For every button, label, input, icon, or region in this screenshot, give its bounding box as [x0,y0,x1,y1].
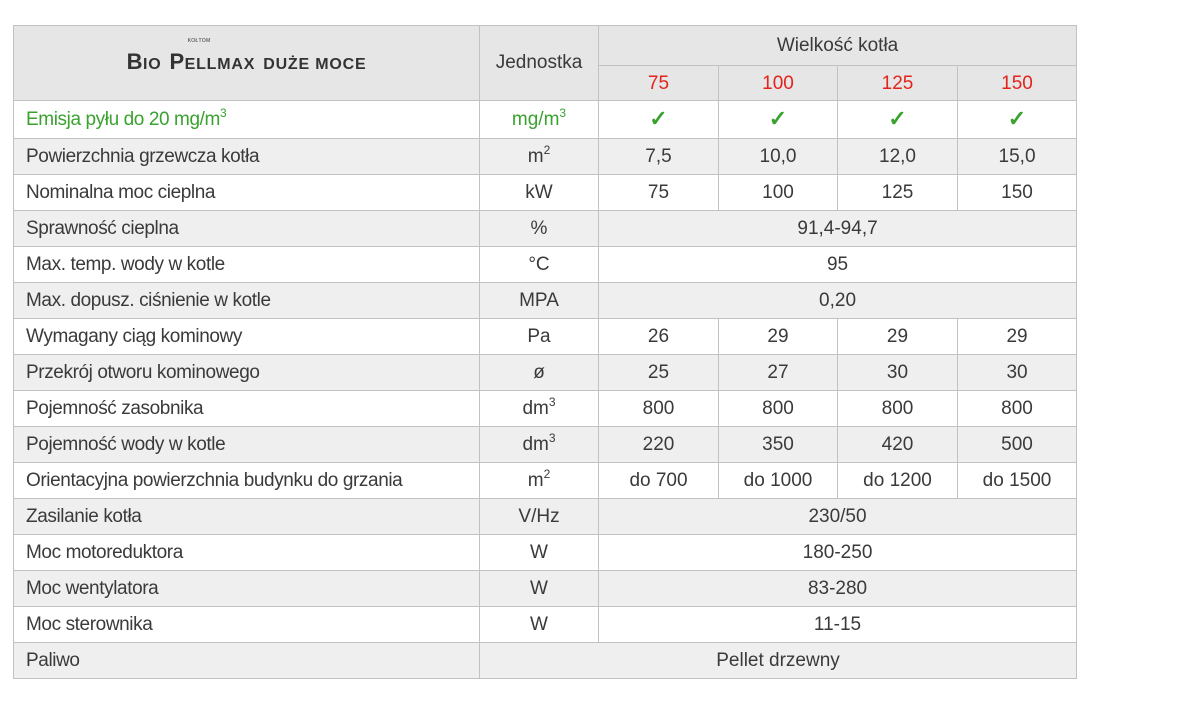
check-cell [958,101,1077,139]
table-row [14,283,1077,319]
row-label [14,571,480,607]
row-unit [480,283,599,319]
row-label [14,427,480,463]
row-label [14,101,480,139]
row-unit-text: W [530,578,548,599]
row-label-text: Przekrój otworu kominowego [26,362,260,383]
row-unit [480,355,599,391]
value-cell: do 1500 [958,463,1077,499]
shared-value-cell: 11-15 [599,607,1077,643]
row-label-text: Moc sterownika [26,614,153,635]
row-unit-text: Pa [527,326,551,347]
row-unit [480,101,599,139]
value-cell: do 700 [599,463,719,499]
brand-suffix: DUŻE MOCE [263,56,367,73]
row-label [14,319,480,355]
row-label [14,535,480,571]
row-unit [480,319,599,355]
superscript: 3 [559,105,567,120]
check-cell [838,101,958,139]
value-cell: 500 [958,427,1077,463]
table-row [14,139,1077,175]
row-label-text: Moc wentylatora [26,578,159,599]
value-cell: 27 [719,355,838,391]
table-row [14,247,1077,283]
row-label-text: Paliwo [26,650,80,671]
row-label [14,607,480,643]
row-unit [480,427,599,463]
row-unit-text: ø [533,362,545,383]
value-cell: 75 [599,175,719,211]
spec-table [13,25,1077,679]
row-unit-text: V/Hz [518,506,560,527]
value-cell: 15,0 [958,139,1077,175]
shared-value-cell: 91,4-94,7 [599,211,1077,247]
value-cell: 800 [599,391,719,427]
checkmark-icon: ✓ [888,106,907,131]
brand-letters-io: IO [142,56,162,73]
row-unit-text: W [530,542,548,563]
value-cell: 350 [719,427,838,463]
row-label [14,283,480,319]
shared-value-cell: 83-280 [599,571,1077,607]
row-unit-text: m [527,146,544,167]
checkmark-icon: ✓ [1007,106,1027,131]
row-unit-text: °C [528,254,550,275]
table-row [14,499,1077,535]
row-label-text: Powierzchnia grzewcza kotła [26,146,260,167]
value-cell: 10,0 [719,139,838,175]
shared-value-cell: 0,20 [599,283,1077,319]
shared-value-cell: 95 [599,247,1077,283]
row-label-text: Pojemność zasobnika [26,398,204,419]
brand-logo [14,26,480,101]
model-header: 75 [599,66,719,101]
row-label-text: Sprawność cieplna [26,218,179,239]
shared-value-cell: 230/50 [599,499,1077,535]
row-label [14,355,480,391]
value-cell: 7,5 [599,139,719,175]
row-label [14,463,480,499]
superscript: 3 [548,394,556,409]
superscript: 3 [219,105,227,120]
row-label-text: Zasilanie kotła [26,506,142,527]
model-header: 150 [958,66,1077,101]
row-unit [480,463,599,499]
table-row [14,571,1077,607]
table-row [14,355,1077,391]
row-unit-text: MPA [519,290,559,311]
checkmark-icon: ✓ [649,106,668,131]
value-cell: 220 [599,427,719,463]
row-unit-text: kW [525,182,553,203]
unit-column-header: Jednostka [480,26,599,101]
table-row [14,211,1077,247]
model-header: 125 [838,66,958,101]
row-label [14,247,480,283]
brand-letters-ellmax: ELLMAX [184,56,256,73]
table-row [14,101,1077,139]
row-unit [480,571,599,607]
value-cell: 100 [719,175,838,211]
table-row [14,319,1077,355]
value-cell: 800 [958,391,1077,427]
row-label [14,391,480,427]
row-unit [480,211,599,247]
row-unit [480,139,599,175]
brand-tiny-text: KOŁTOM [187,38,211,44]
superscript: 2 [543,466,551,481]
spec-body [14,101,1077,679]
row-unit-text: mg/m [511,109,560,130]
table-row [14,535,1077,571]
value-cell: 420 [838,427,958,463]
row-unit-text: dm [522,434,549,455]
model-header: 100 [719,66,838,101]
row-unit-text: dm [522,398,549,419]
shared-value-cell: Pellet drzewny [480,643,1077,679]
value-cell: 800 [719,391,838,427]
row-label-text: Max. temp. wody w kotle [26,254,225,275]
row-label [14,139,480,175]
row-unit [480,391,599,427]
superscript: 2 [543,142,551,157]
row-label-text: Nominalna moc cieplna [26,182,216,203]
value-cell: 29 [958,319,1077,355]
value-cell: 29 [719,319,838,355]
row-unit [480,499,599,535]
superscript: 3 [548,430,556,445]
row-label-text: Orientacyjna powierzchnia budynku do grzania [26,470,403,491]
table-row [14,607,1077,643]
value-cell: 30 [838,355,958,391]
row-label-text: Pojemność wody w kotle [26,434,226,455]
row-label-text: Moc motoreduktora [26,542,183,563]
table-row [14,463,1077,499]
row-unit-text: % [530,218,548,239]
row-label [14,499,480,535]
value-cell: 25 [599,355,719,391]
row-label-text: Emisja pyłu do 20 mg/m [26,109,220,130]
value-cell: 30 [958,355,1077,391]
row-label-text: Wymagany ciąg kominowy [26,326,242,347]
row-label [14,175,480,211]
table-row [14,391,1077,427]
brand-letter-b: B [126,49,143,74]
row-unit [480,175,599,211]
row-label [14,211,480,247]
checkmark-icon: ✓ [768,106,788,131]
check-cell [599,101,719,139]
value-cell: 12,0 [838,139,958,175]
table-row [14,427,1077,463]
row-unit-text: m [527,470,544,491]
value-cell: 800 [838,391,958,427]
row-label-text: Max. dopusz. ciśnienie w kotle [26,290,271,311]
row-unit [480,607,599,643]
value-cell: do 1000 [719,463,838,499]
check-cell [719,101,838,139]
shared-value-cell: 180-250 [599,535,1077,571]
row-unit [480,247,599,283]
row-label [14,643,480,679]
value-cell: 29 [838,319,958,355]
value-cell: do 1200 [838,463,958,499]
value-cell: 125 [838,175,958,211]
brand-letter-p: P [169,49,185,74]
table-row [14,643,1077,679]
value-cell: 26 [599,319,719,355]
row-unit-text: W [530,614,548,635]
row-unit [480,535,599,571]
value-cell: 150 [958,175,1077,211]
table-row [14,175,1077,211]
boiler-size-header: Wielkość kotła [599,26,1077,66]
